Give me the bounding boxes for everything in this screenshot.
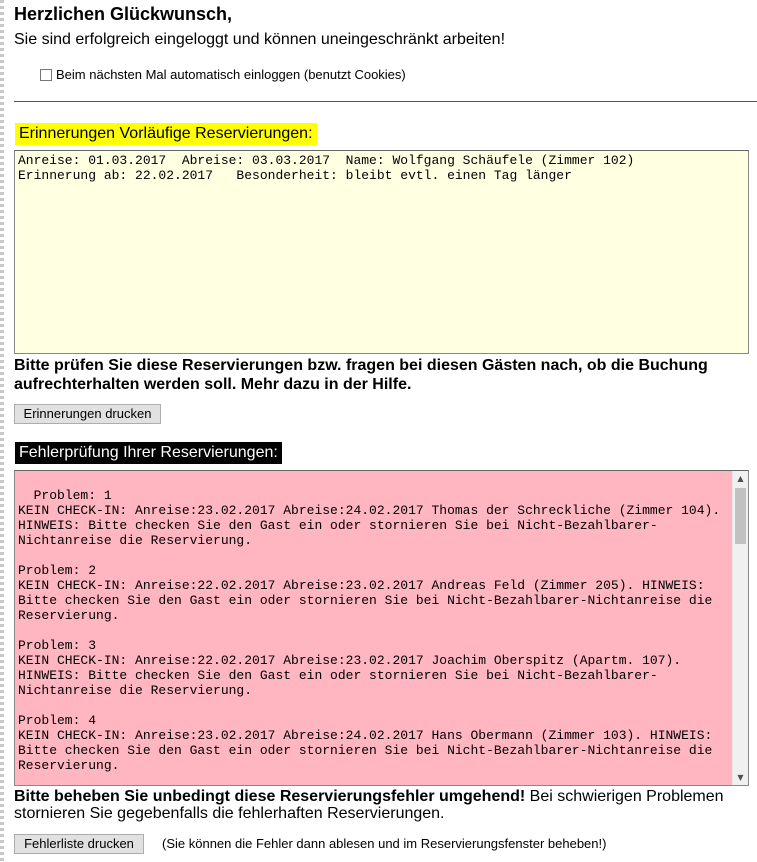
errors-textarea[interactable] <box>14 470 749 786</box>
autologin-label: Beim nächsten Mal automatisch einloggen (benutzt Cookies) <box>56 67 406 82</box>
autologin-checkbox[interactable] <box>40 69 52 81</box>
scroll-up-icon[interactable]: ▲ <box>737 474 744 483</box>
page-left-edge <box>0 0 4 862</box>
scroll-thumb[interactable] <box>735 488 746 544</box>
reminders-note: Bitte prüfen Sie diese Reservierungen bzw. fragen bei diesen Gästen nach, ob die Buchung aufrechterhalten werden soll. Mehr dazu in der Hilfe. <box>14 357 708 393</box>
page-title: Herzlichen Glückwunsch, <box>14 4 233 24</box>
autologin-option[interactable] <box>40 67 406 82</box>
errors-heading: Fehlerprüfung Ihrer Reservierungen: <box>15 442 282 464</box>
divider <box>14 101 757 102</box>
errors-scrollbar[interactable] <box>732 471 748 785</box>
errors-note <box>14 788 734 822</box>
reminders-textarea[interactable]: Anreise: 01.03.2017 Abreise: 03.03.2017 Name: Wolfgang Schäufele (Zimmer 102) Erinnerung ab: 22.02.2017 Besonderheit: bleibt evtl. einen Tag länger <box>14 150 749 354</box>
reminders-heading: Erinnerungen Vorläufige Reservierungen: <box>15 123 317 145</box>
print-errors-hint: (Sie können die Fehler dann ablesen und im Reservierungsfenster beheben!) <box>162 836 607 851</box>
errors-text: Problem: 1 KEIN CHECK-IN: Anreise:23.02.2017 Abreise:24.02.2017 Thomas der Schreckliche (Zimmer 104). HINWEIS: Bitte checken Sie den Gast ein oder stornieren Sie bei Nicht-Bezahlbarer-Nichtanreise die Reservierung. Problem: 2 KEIN CHECK-IN: Anreise:22.02.2017 Abreise:23.02.2017 Andreas Feld (Zimmer 205). HINWEIS: Bitte checken Sie den Gast ein oder stornieren Sie bei Nicht-Bezahlbarer-Nichtanreise die Reservierung. Problem: 3 KEIN CHECK-IN: Anreise:22.02.2017 Abreise:23.02.2017 Joachim Oberspitz (Apartm. 107). HINWEIS: Bitte checken Sie den Gast ein oder stornieren Sie bei Nicht-Bezahlbarer-Nichtanreise die Reservierung. Problem: 4 KEIN CHECK-IN: Anreise:23.02.2017 Abreise:24.02.2017 Hans Obermann (Zimmer 103). HINWEIS: Bitte checken Sie den Gast ein oder stornieren Sie bei Nicht-Bezahlbarer-Nichtanreise die Reservierung. <box>18 488 721 773</box>
scroll-down-icon[interactable]: ▼ <box>737 773 744 782</box>
errors-note-bold: Bitte beheben Sie unbedingt diese Reservierungsfehler umgehend! <box>14 788 526 805</box>
print-errors-button[interactable]: Fehlerliste drucken <box>14 834 144 854</box>
login-success-message: Sie sind erfolgreich eingeloggt und können uneingeschränkt arbeiten! <box>14 31 506 48</box>
print-reminders-button[interactable]: Erinnerungen drucken <box>14 404 161 424</box>
errors-note-rest: Bei schwierigen Problemen stornieren Sie gegebenfalls die fehlerhaften Reservierungen. <box>14 788 724 822</box>
